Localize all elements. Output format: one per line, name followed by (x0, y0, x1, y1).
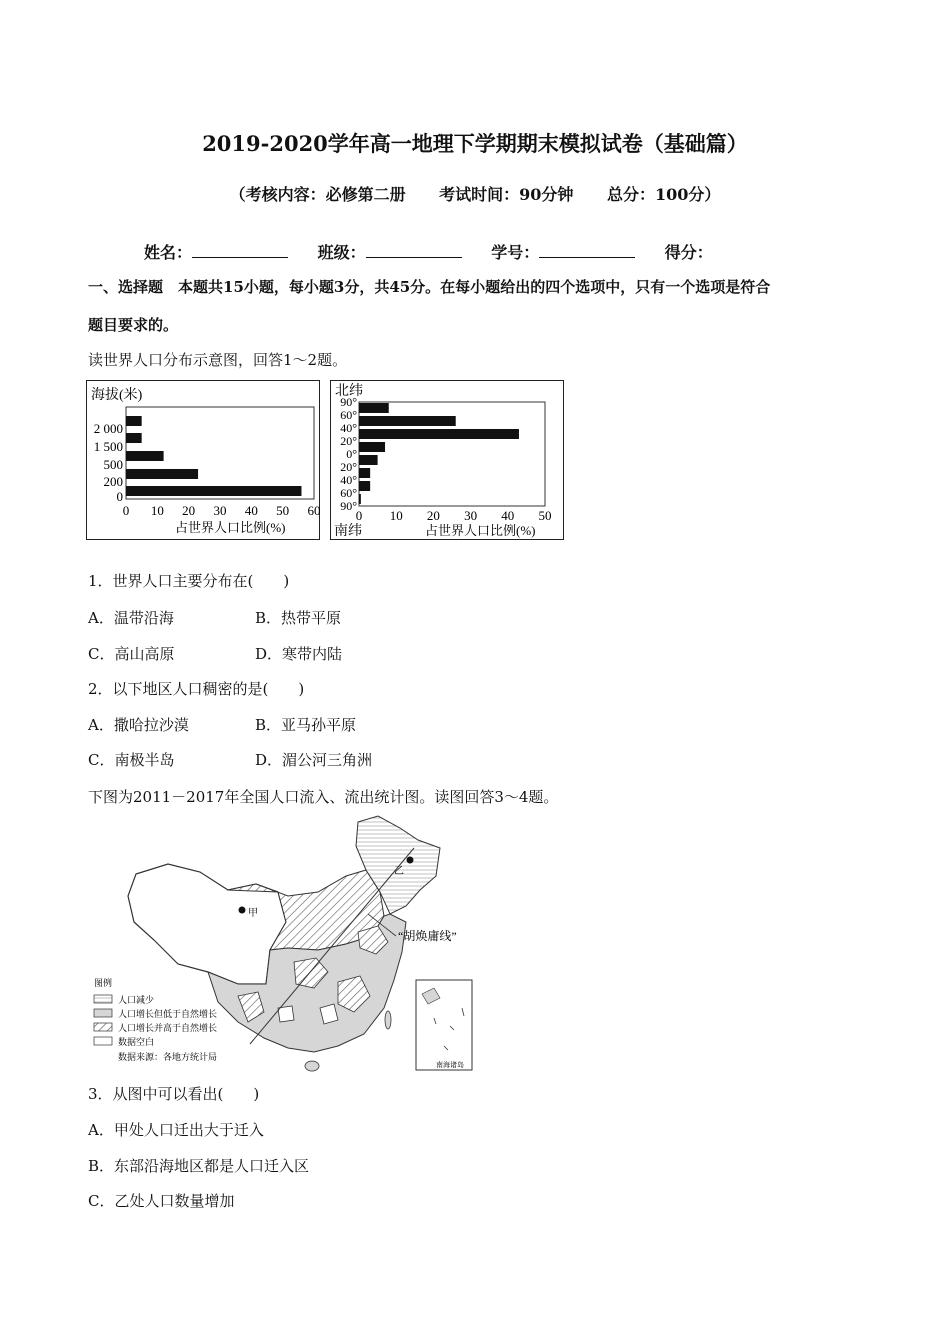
taiwan-island (385, 1011, 391, 1029)
name-blank[interactable] (192, 243, 288, 258)
latitude-xtick-4: 40 (501, 508, 515, 523)
latitude-bar-7 (359, 494, 361, 504)
hu-line-label: “胡焕庸线” (398, 929, 457, 943)
class-blank[interactable] (366, 243, 462, 258)
latitude-bar-6 (359, 481, 370, 491)
q2-option-c[interactable]: C．南极半岛 (88, 751, 175, 769)
name-label: 姓名： (144, 243, 193, 262)
latitude-ytick-8: 90° (340, 499, 357, 513)
latitude-ytick-3: 20° (340, 434, 357, 448)
point-jia-marker (239, 907, 246, 914)
exam-total: 总分：100分） (607, 185, 721, 204)
score-label: 得分： (664, 243, 713, 262)
altitude-ytick-1: 1 500 (93, 439, 123, 454)
legend-swatch-below (94, 1009, 112, 1017)
latitude-xtick-3: 30 (464, 508, 478, 523)
altitude-ytick-3: 200 (103, 474, 123, 489)
latitude-bar-3 (359, 442, 385, 452)
latitude-ytick-6: 40° (340, 473, 357, 487)
q1-option-d[interactable]: D．寒带内陆 (255, 645, 343, 663)
legend-decrease: 人口减少 (118, 995, 155, 1005)
legend-swatch-decrease (94, 995, 112, 1003)
altitude-xtick-5: 50 (276, 503, 290, 518)
altitude-xtick-2: 20 (182, 503, 196, 518)
q2-option-d[interactable]: D．湄公河三角洲 (255, 751, 373, 769)
altitude-bar-4 (126, 486, 301, 496)
map-region-west (128, 864, 286, 984)
altitude-chart (87, 381, 319, 539)
latitude-xlabel: 占世界人口比例(%) (425, 523, 536, 538)
china-map-svg (88, 812, 478, 1074)
altitude-bar-1 (126, 433, 142, 443)
latitude-xtick-0: 0 (355, 508, 363, 523)
altitude-xtick-4: 40 (244, 503, 258, 518)
student-info-line (144, 240, 713, 263)
latitude-bottom-label: 南纬 (334, 524, 362, 539)
latitude-ytick-0: 90° (340, 395, 357, 409)
latitude-ytick-5: 20° (340, 460, 357, 474)
section-heading-line1: 一、选择题 本题共15小题，每小题3分，共45分。在每小题给出的四个选项中，只有一个选项是符合 (88, 278, 771, 296)
q1-option-b[interactable]: B．热带平原 (255, 609, 342, 627)
altitude-xtick-0: 0 (122, 503, 130, 518)
altitude-chart-title: 海拔(米) (91, 388, 143, 403)
point-jia-label: 甲 (248, 908, 258, 919)
exam-content: （考核内容：必修第二册 (229, 185, 406, 204)
latitude-bar-4 (359, 455, 378, 465)
q3-option-b[interactable]: B．东部沿海地区都是人口迁入区 (88, 1157, 310, 1175)
q3-option-c[interactable]: C．乙处人口数量增加 (88, 1192, 235, 1210)
q1-option-a[interactable]: A．温带沿海 (88, 609, 174, 627)
q3-option-a[interactable]: A．甲处人口迁出大于迁入 (88, 1121, 264, 1139)
exam-subtitle (0, 182, 950, 205)
q2-option-a[interactable]: A．撒哈拉沙漠 (88, 716, 189, 734)
altitude-xtick-1: 10 (150, 503, 164, 518)
altitude-xtick-6: 60 (307, 503, 321, 518)
number-blank[interactable] (539, 243, 635, 258)
altitude-xlabel: 占世界人口比例(%) (175, 520, 286, 535)
legend-swatch-blank (94, 1037, 112, 1045)
latitude-bar-1 (359, 416, 456, 426)
point-yi-marker (407, 857, 414, 864)
q2-option-b[interactable]: B．亚马孙平原 (255, 716, 357, 734)
altitude-ytick-0: 2 000 (93, 421, 123, 436)
altitude-bar-0 (126, 416, 142, 426)
latitude-bar-5 (359, 468, 370, 478)
intro-q3-4: 下图为2011－2017年全国人口流入、流出统计图。读图回答3～4题。 (88, 788, 559, 806)
intro-q1-2: 读世界人口分布示意图，回答1～2题。 (88, 351, 348, 369)
latitude-chart-frame (330, 380, 564, 540)
legend-above: 人口增长并高于自然增长 (118, 1023, 218, 1033)
q1-option-c[interactable]: C．高山高原 (88, 645, 175, 663)
question-2-stem: 2．以下地区人口稠密的是( ) (88, 680, 305, 698)
map-source: 数据来源：各地方统计局 (118, 1052, 218, 1062)
inset-label: 南海诸岛 (436, 1061, 464, 1069)
exam-time: 考试时间：90分钟 (439, 185, 574, 204)
latitude-chart (331, 381, 563, 539)
latitude-chart-title: 北纬 (335, 384, 363, 399)
latitude-ytick-4: 0° (346, 447, 357, 461)
hainan-island (305, 1061, 319, 1071)
latitude-ytick-2: 40° (340, 421, 357, 435)
question-1-stem: 1．世界人口主要分布在( ) (88, 572, 290, 590)
class-label: 班级： (317, 243, 366, 262)
latitude-xtick-5: 50 (538, 508, 552, 523)
altitude-chart-frame (86, 380, 320, 540)
number-label: 学号： (491, 243, 540, 262)
altitude-bar-3 (126, 469, 198, 479)
altitude-ytick-2: 500 (103, 457, 123, 472)
legend-blank: 数据空白 (118, 1037, 155, 1047)
legend-title: 图例 (94, 978, 113, 988)
china-population-map (88, 812, 478, 1074)
altitude-xtick-3: 30 (213, 503, 227, 518)
latitude-ytick-1: 60° (340, 408, 357, 422)
section-heading-line2: 题目要求的。 (88, 316, 179, 334)
legend-swatch-above (94, 1023, 112, 1031)
page-title: 2019-2020学年高一地理下学期期末模拟试卷（基础篇） (202, 131, 748, 156)
latitude-ytick-7: 60° (340, 486, 357, 500)
legend-below: 人口增长但低于自然增长 (118, 1009, 218, 1019)
question-3-stem: 3．从图中可以看出( ) (88, 1085, 260, 1103)
latitude-xtick-2: 20 (426, 508, 440, 523)
altitude-ytick-4: 0 (116, 489, 123, 504)
latitude-bar-2 (359, 429, 519, 439)
altitude-bar-2 (126, 451, 164, 461)
point-yi-label: 乙 (394, 866, 404, 877)
latitude-bar-0 (359, 403, 389, 413)
latitude-xtick-1: 10 (389, 508, 403, 523)
